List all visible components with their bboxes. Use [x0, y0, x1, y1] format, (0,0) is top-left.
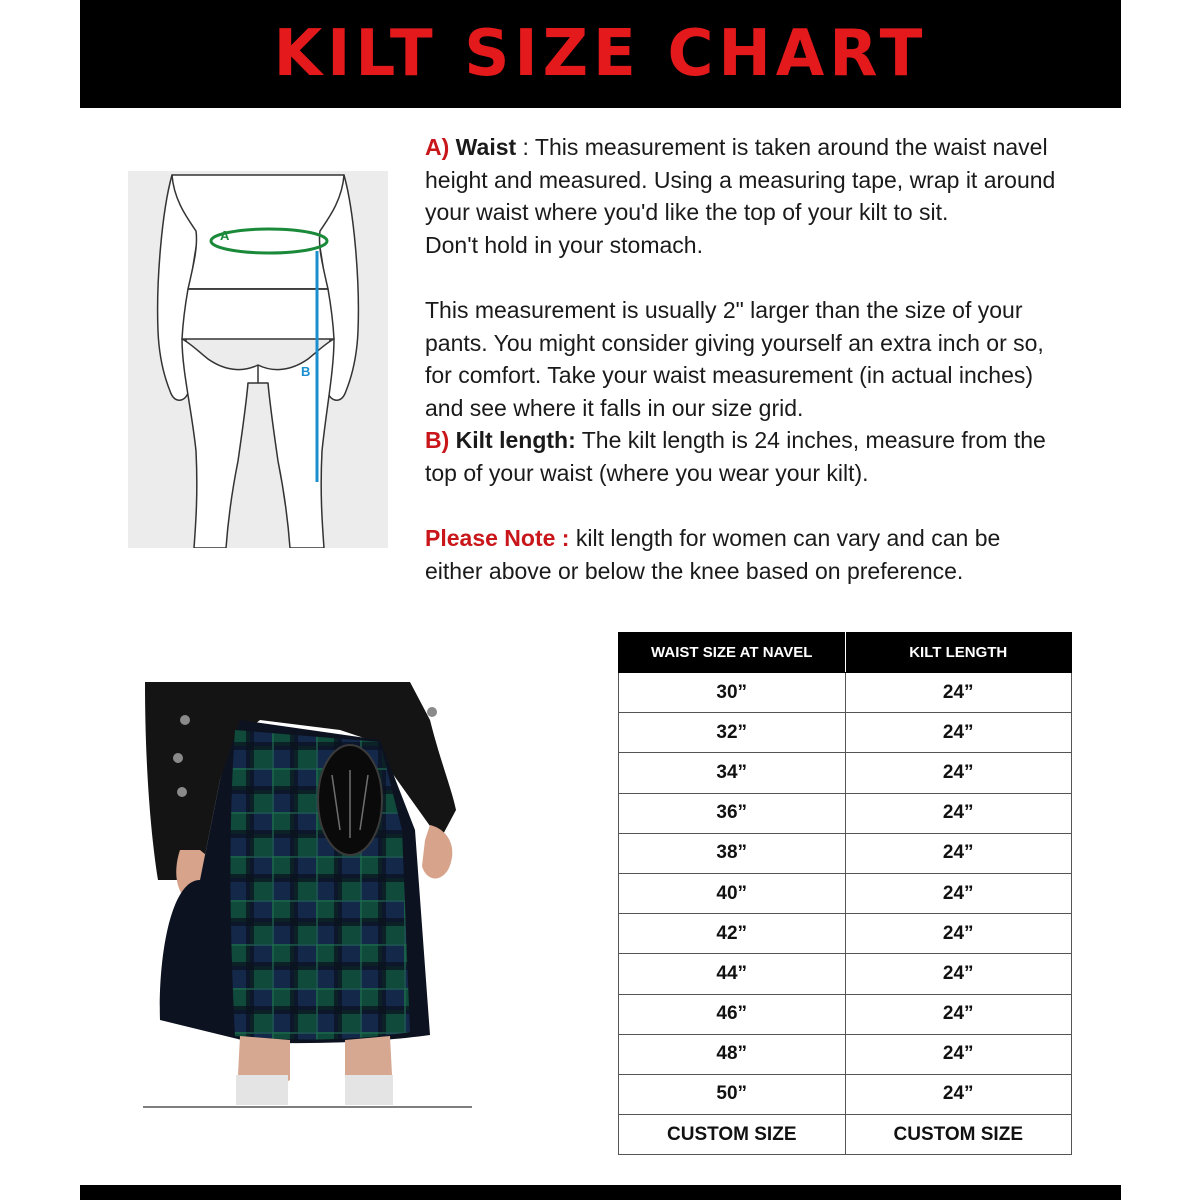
- waist-cell: 40”: [619, 873, 846, 913]
- length-prefix: B): [425, 427, 450, 454]
- table-header-row: [619, 633, 1072, 673]
- length-cell: 24”: [845, 914, 1072, 954]
- length-cell: 24”: [845, 994, 1072, 1034]
- length-cell: 24”: [845, 1074, 1072, 1114]
- length-cell: 24”: [845, 713, 1072, 753]
- left-sock: [236, 1075, 288, 1105]
- length-cell: 24”: [845, 954, 1072, 994]
- diagram-label-a: A: [220, 228, 230, 243]
- length-cell: 24”: [845, 753, 1072, 793]
- table-row: [619, 954, 1072, 994]
- column-header-length: KILT LENGTH: [845, 633, 1072, 673]
- pants-text-line-1: This measurement is usually 2" larger than the size of your: [425, 296, 1023, 323]
- table-row: [619, 914, 1072, 954]
- note-heading: Please Note :: [425, 525, 570, 552]
- waist-cell: 48”: [619, 1034, 846, 1074]
- length-cell: 24”: [845, 833, 1072, 873]
- waist-text-line-2: height and measured. Using a measuring tape, wrap it around: [425, 166, 1056, 193]
- diagram-label-b: B: [301, 364, 311, 379]
- page-title: KILT SIZE CHART: [273, 17, 928, 91]
- body-measurement-diagram: [128, 171, 388, 548]
- waist-cell: 42”: [619, 914, 846, 954]
- waist-prefix: A): [425, 134, 450, 160]
- length-cell: 24”: [845, 873, 1072, 913]
- header-bar: [80, 0, 1121, 108]
- right-hand: [422, 825, 452, 879]
- table-row: [619, 833, 1072, 873]
- table-row: [619, 713, 1072, 753]
- waist-cell: 38”: [619, 833, 846, 873]
- length-text-line-1: The kilt length is 24 inches, measure from the: [575, 427, 1046, 454]
- length-heading: Kilt length:: [455, 427, 576, 454]
- waist-heading: Waist: [455, 134, 517, 160]
- table-row: [619, 793, 1072, 833]
- length-cell: CUSTOM SIZE: [845, 1115, 1072, 1155]
- table-row: [619, 1074, 1072, 1114]
- length-cell: 24”: [845, 793, 1072, 833]
- column-header-waist: WAIST SIZE AT NAVEL: [619, 633, 846, 673]
- waist-cell: 50”: [619, 1074, 846, 1114]
- note-text-line-2: either above or below the knee based on preference.: [425, 557, 964, 584]
- waist-cell: 46”: [619, 994, 846, 1034]
- pants-text-line-3: for comfort. Take your waist measurement (in actual inches): [425, 362, 1034, 389]
- waist-cell: 44”: [619, 954, 846, 994]
- waist-cell: 30”: [619, 673, 846, 713]
- table-row: [619, 873, 1072, 913]
- pants-text-line-2: pants. You might consider giving yourself an extra inch or so,: [425, 329, 1044, 356]
- note-paragraph-line: [425, 522, 1125, 555]
- waist-cell: 36”: [619, 793, 846, 833]
- kilt-photo: [140, 680, 475, 1110]
- waist-cell: CUSTOM SIZE: [619, 1115, 846, 1155]
- right-sock: [345, 1075, 393, 1105]
- table-row: [619, 753, 1072, 793]
- waist-cell: 34”: [619, 753, 846, 793]
- size-table: [618, 632, 1072, 1155]
- paragraph-spacer: [425, 490, 1125, 523]
- length-cell: 24”: [845, 673, 1072, 713]
- footer-bar: [80, 1185, 1121, 1200]
- waist-text-line-4: Don't hold in your stomach.: [425, 231, 703, 258]
- note-text-line-1: kilt length for women can vary and can be: [569, 525, 1001, 552]
- waist-text-line-3: your waist where you'd like the top of your kilt to sit.: [425, 199, 949, 226]
- table-row: [619, 1034, 1072, 1074]
- pants-text-line-4: and see where it falls in our size grid.: [425, 394, 804, 421]
- length-paragraph-line: [425, 424, 1125, 457]
- instructions-text: [425, 131, 1125, 587]
- table-row: [619, 673, 1072, 713]
- length-text-line-2: top of your waist (where you wear your kilt).: [425, 459, 869, 486]
- waist-paragraph-line: [425, 131, 1125, 164]
- waist-text-line-1: : This measurement is taken around the waist navel: [516, 134, 1048, 160]
- table-row: [619, 994, 1072, 1034]
- length-cell: 24”: [845, 1034, 1072, 1074]
- waist-cell: 32”: [619, 713, 846, 753]
- table-row: [619, 1115, 1072, 1155]
- paragraph-spacer: [425, 261, 1125, 294]
